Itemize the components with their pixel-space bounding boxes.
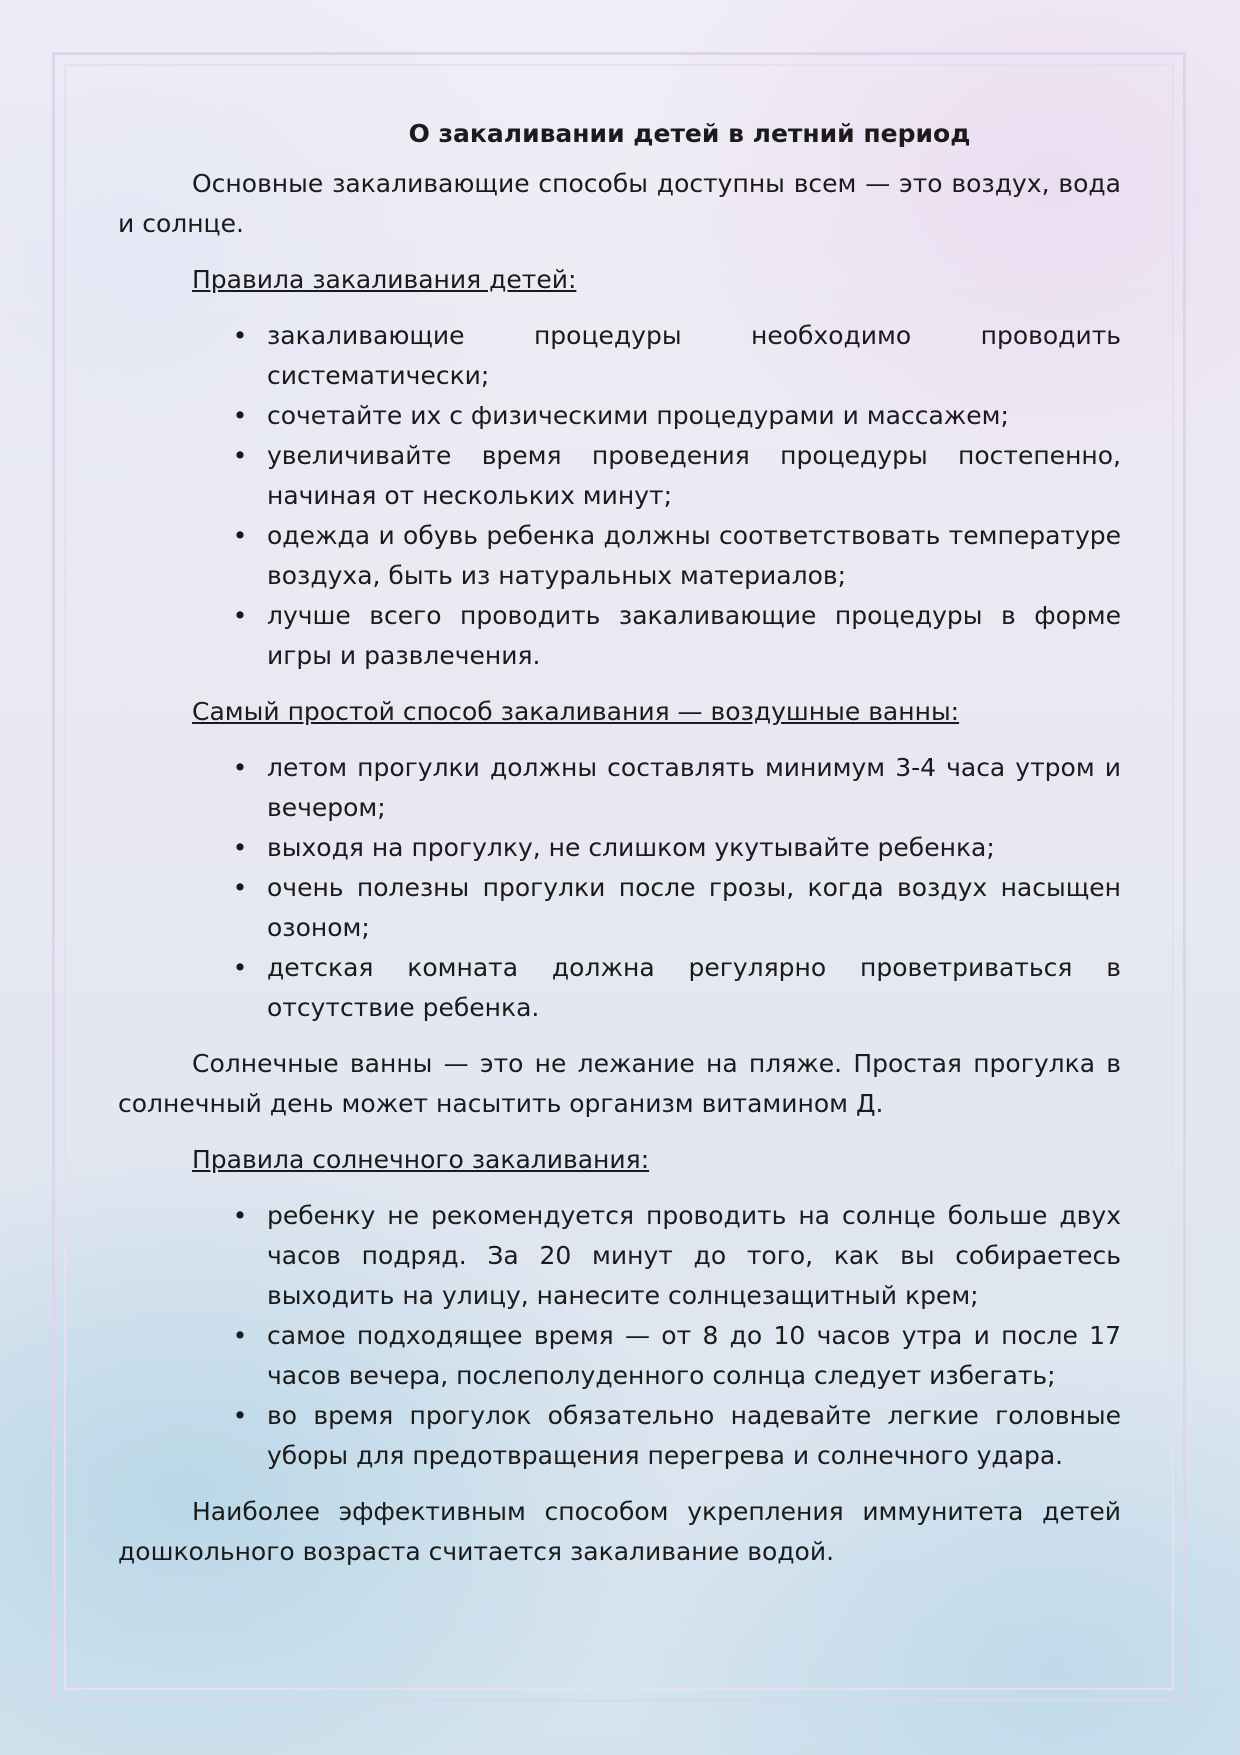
bullet-icon: •: [232, 753, 248, 782]
section-heading-rules: Правила закаливания детей:: [192, 265, 577, 294]
bullet-icon: •: [232, 321, 248, 350]
bullet-icon: •: [232, 521, 248, 550]
list-item: • одежда и обувь ребенка должны соответствовать температуре воздуха, быть из натуральных материалов;: [267, 516, 1121, 596]
bullet-icon: •: [232, 441, 248, 470]
section-heading-sun-rules: Правила солнечного закаливания:: [192, 1145, 650, 1174]
air-baths-list: [118, 748, 1121, 1028]
list-item: • летом прогулки должны составлять минимум 3-4 часа утром и вечером;: [267, 748, 1121, 828]
bullet-icon: •: [232, 873, 248, 902]
closing-paragraph: Наиболее эффективным способом укрепления иммунитета детей дошкольного возраста считается закаливание водой.: [118, 1497, 1121, 1566]
list-item: • сочетайте их с физическими процедурами и массажем;: [267, 396, 1121, 436]
list-item: • самое подходящее время — от 8 до 10 часов утра и после 17 часов вечера, послеполуденного солнца следует избегать;: [267, 1316, 1121, 1396]
sun-baths-paragraph: Солнечные ванны — это не лежание на пляже. Простая прогулка в солнечный день может насытить организм витамином Д.: [118, 1049, 1121, 1118]
section-heading-air-baths: Самый простой способ закаливания — воздушные ванны:: [192, 697, 960, 726]
list-item: • закаливающие процедуры необходимо проводить систематически;: [267, 316, 1121, 396]
document-body: [118, 114, 1121, 1572]
bullet-icon: •: [232, 833, 248, 862]
sun-rules-list: [118, 1196, 1121, 1476]
bullet-icon: •: [232, 1321, 248, 1350]
bullet-icon: •: [232, 953, 248, 982]
document-title: О закаливании детей в летний период: [408, 119, 971, 148]
bullet-icon: •: [232, 1201, 248, 1230]
list-item: • детская комната должна регулярно проветриваться в отсутствие ребенка.: [267, 948, 1121, 1028]
bullet-icon: •: [232, 601, 248, 630]
list-item: • во время прогулок обязательно надевайте легкие головные уборы для предотвращения перегрева и солнечного удара.: [267, 1396, 1121, 1476]
list-item: • увеличивайте время проведения процедуры постепенно, начиная от нескольких минут;: [267, 436, 1121, 516]
list-item: • выходя на прогулку, не слишком укутывайте ребенка;: [267, 828, 1121, 868]
list-item: • ребенку не рекомендуется проводить на солнце больше двух часов подряд. За 20 минут до того, как вы собираетесь выходить на улицу, нанесите солнцезащитный крем;: [267, 1196, 1121, 1316]
list-item: • очень полезны прогулки после грозы, когда воздух насыщен озоном;: [267, 868, 1121, 948]
rules-list: [118, 316, 1121, 676]
list-item: • лучше всего проводить закаливающие процедуры в форме игры и развлечения.: [267, 596, 1121, 676]
bullet-icon: •: [232, 1401, 248, 1430]
intro-paragraph: Основные закаливающие способы доступны всем — это воздух, вода и солнце.: [118, 169, 1121, 238]
bullet-icon: •: [232, 401, 248, 430]
